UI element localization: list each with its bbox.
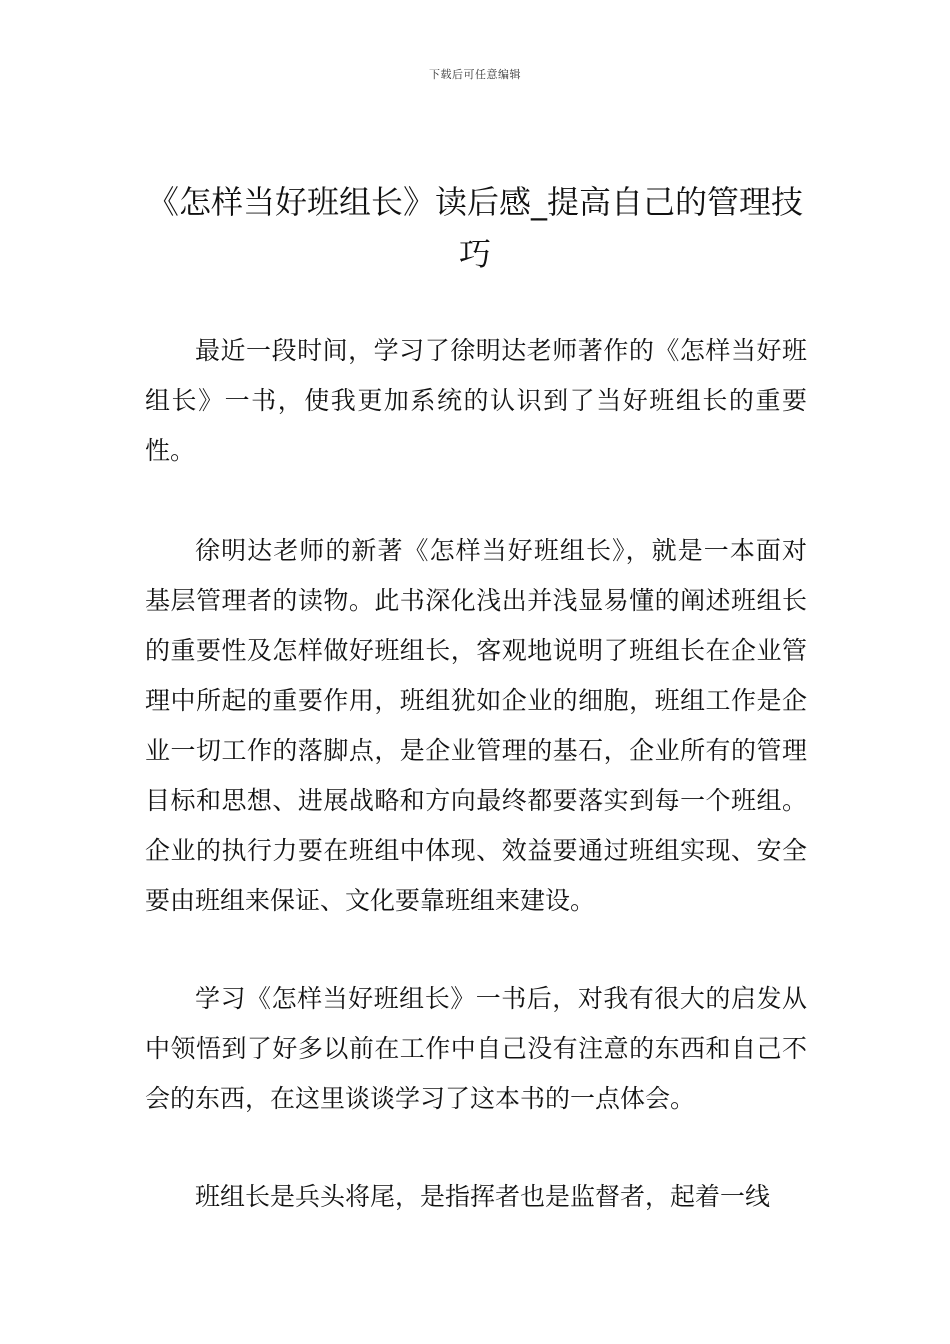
paragraph-block [145,326,807,476]
paragraph-4: 班组长是兵头将尾，是指挥者也是监督者，起着一线 [195,1182,771,1211]
paragraph-block [145,974,807,1124]
paragraph-block [145,1172,807,1222]
paragraph-block [145,526,807,926]
paragraph-1: 最近一段时间，学习了徐明达老师著作的《怎样当好班组长》一书，使我更加系统的认识到了当好班组长的重要性。 [145,336,807,465]
header-note: 下载后可任意编辑 [429,68,521,81]
paragraph-2: 徐明达老师的新著《怎样当好班组长》，就是一本面对基层管理者的读物。此书深化浅出并浅显易懂的阐述班组长的重要性及怎样做好班组长，客观地说明了班组长在企业管理中所起的重要作用，班组犹如企业的细胞，班组工作是企业一切工作的落脚点，是企业管理的基石，企业所有的管理目标和思想、进展战略和方向最终都要落实到每一个班组。企业的执行力要在班组中体现、效益要通过班组实现、安全要由班组来保证、文化要靠班组来建设。 [145,536,807,915]
paragraph-3: 学习《怎样当好班组长》一书后，对我有很大的启发从中领悟到了好多以前在工作中自己没有注意的东西和自己不会的东西，在这里谈谈学习了这本书的一点体会。 [145,984,807,1113]
document-title: 《怎样当好班组长》读后感_提高自己的管理技巧 [146,183,803,273]
